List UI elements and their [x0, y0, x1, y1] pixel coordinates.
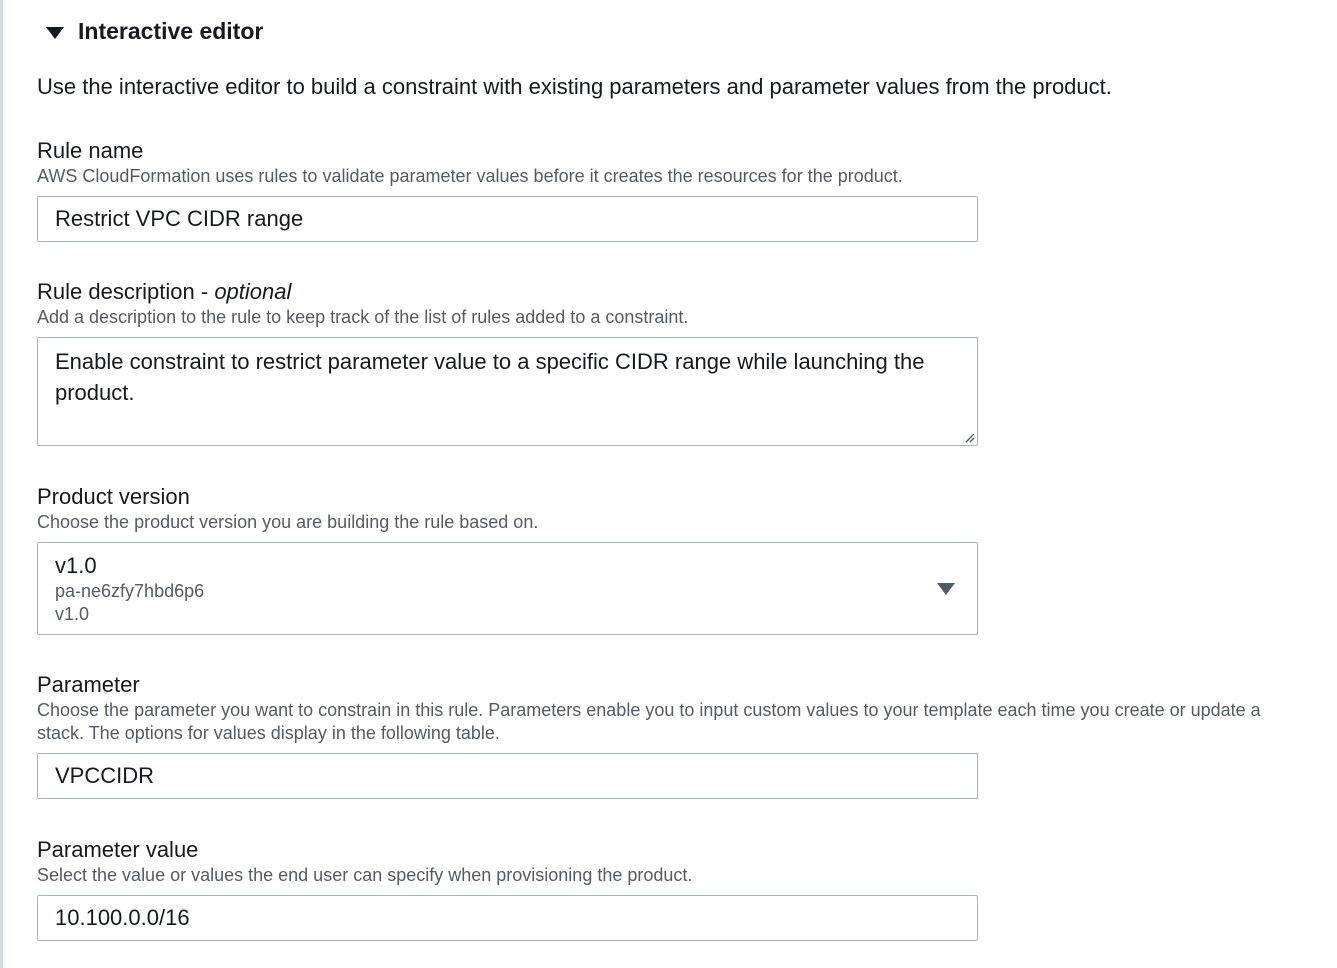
optional-tag: optional: [214, 279, 292, 304]
parameter-value-input[interactable]: 10.100.0.0/16: [37, 895, 978, 941]
product-version-select[interactable]: [37, 542, 978, 635]
section-title: Interactive editor: [78, 18, 264, 44]
section-intro: Use the interactive editor to build a constraint with existing parameters and parameter values from the product.: [37, 74, 1112, 99]
parameter-value-field: [37, 836, 1277, 941]
parameter-label: Parameter: [37, 672, 140, 697]
product-version-field: [37, 483, 1277, 635]
rule-name-field: [37, 137, 1277, 242]
section-toggle[interactable]: [46, 18, 263, 45]
rule-description-label: Rule description - optional: [37, 279, 292, 304]
product-version-description: Choose the product version you are building the rule based on.: [37, 512, 539, 532]
caret-down-icon: [937, 583, 955, 595]
parameter-value-label: Parameter value: [37, 837, 199, 862]
left-border: [0, 0, 3, 968]
rule-name-input[interactable]: Restrict VPC CIDR range: [37, 196, 978, 242]
product-version-tag: v1.0: [55, 604, 90, 624]
product-version-label: Product version: [37, 484, 190, 509]
rule-name-description: AWS CloudFormation uses rules to validate parameter values before it creates the resources for the product.: [37, 166, 903, 186]
caret-down-icon: [46, 27, 64, 39]
rule-name-label: Rule name: [37, 138, 144, 163]
parameter-input[interactable]: VPCCIDR: [37, 753, 978, 799]
rule-description-textarea[interactable]: [37, 337, 978, 446]
rule-description-help: Add a description to the rule to keep track of the list of rules added to a constraint.: [37, 307, 689, 327]
parameter-value-description: Select the value or values the end user can specify when provisioning the product.: [37, 865, 693, 885]
product-version-id: pa-ne6zfy7hbd6p6: [55, 581, 205, 601]
resize-handle-icon[interactable]: [963, 431, 975, 443]
rule-description-text: Enable constraint to restrict parameter value to a specific CIDR range while launching the product.: [55, 349, 925, 405]
parameter-description: Choose the parameter you want to constrain in this rule. Parameters enable you to input custom values to your template each time you create or update a stack. The options for values display in the following table.: [37, 700, 1261, 743]
product-version-selected: v1.0: [55, 553, 97, 578]
parameter-field: [37, 671, 1277, 799]
rule-description-field: [37, 278, 1277, 446]
